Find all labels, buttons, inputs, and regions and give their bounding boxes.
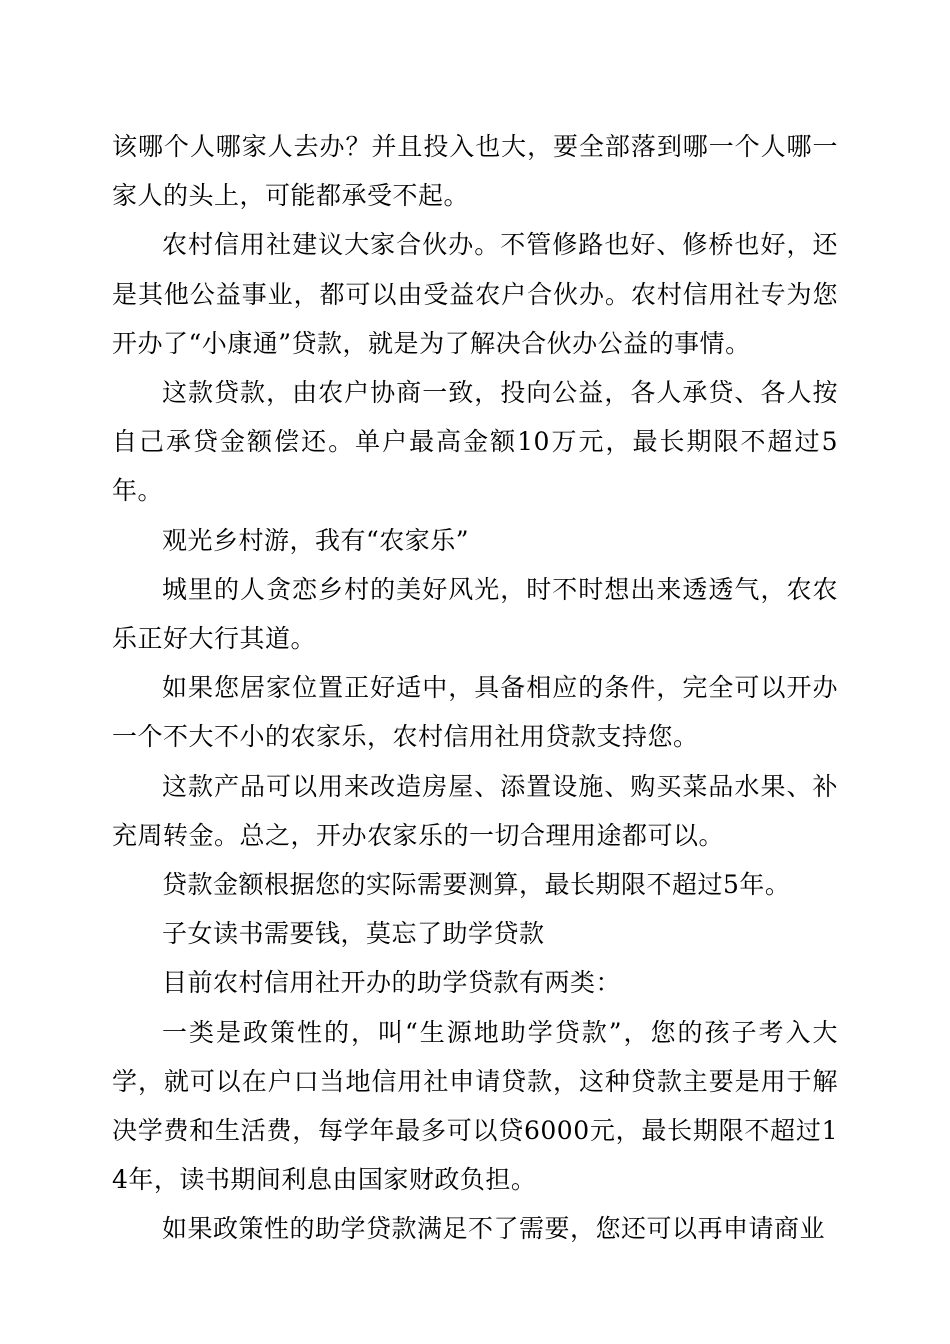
paragraph: 如果您居家位置正好适中，具备相应的条件，完全可以开办一个不大不小的农家乐，农村信用社用贷款支持您。 (112, 673, 838, 752)
paragraph: 该哪个人哪家人去办？并且投入也大，要全部落到哪一个人哪一家人的头上，可能都承受不起。 (112, 132, 838, 211)
section-heading: 观光乡村游，我有“农家乐” (162, 525, 470, 555)
document-page (112, 122, 838, 1254)
paragraph: 目前农村信用社开办的助学贷款有两类： (162, 968, 622, 998)
paragraph: 农村信用社建议大家合伙办。不管修路也好、修桥也好，还是其他公益事业，都可以由受益农户合伙办。农村信用社专为您开办了“小康通”贷款，就是为了解决合伙办公益的事情。 (112, 230, 838, 358)
paragraph: 如果政策性的助学贷款满足不了需要，您还可以再申请商业 (162, 1214, 826, 1244)
paragraph: 贷款金额根据您的实际需要测算，最长期限不超过5年。 (162, 870, 791, 900)
section-heading: 子女读书需要钱，莫忘了助学贷款 (162, 919, 545, 949)
paragraph: 这款贷款，由农户协商一致，投向公益，各人承贷、各人按自己承贷金额偿还。单户最高金额10万元，最长期限不超过5年。 (112, 378, 838, 506)
paragraph: 这款产品可以用来改造房屋、添置设施、购买菜品水果、补充周转金。总之，开办农家乐的一切合理用途都可以。 (112, 771, 838, 850)
paragraph: 一类是政策性的，叫“生源地助学贷款”，您的孩子考入大学，就可以在户口当地信用社申请贷款，这种贷款主要是用于解决学费和生活费，每学年最多可以贷6000元，最长期限不超过14年，读书期间利息由国家财政负担。 (112, 1017, 838, 1195)
paragraph: 城里的人贪恋乡村的美好风光，时不时想出来透透气，农农乐正好大行其道。 (112, 574, 838, 654)
